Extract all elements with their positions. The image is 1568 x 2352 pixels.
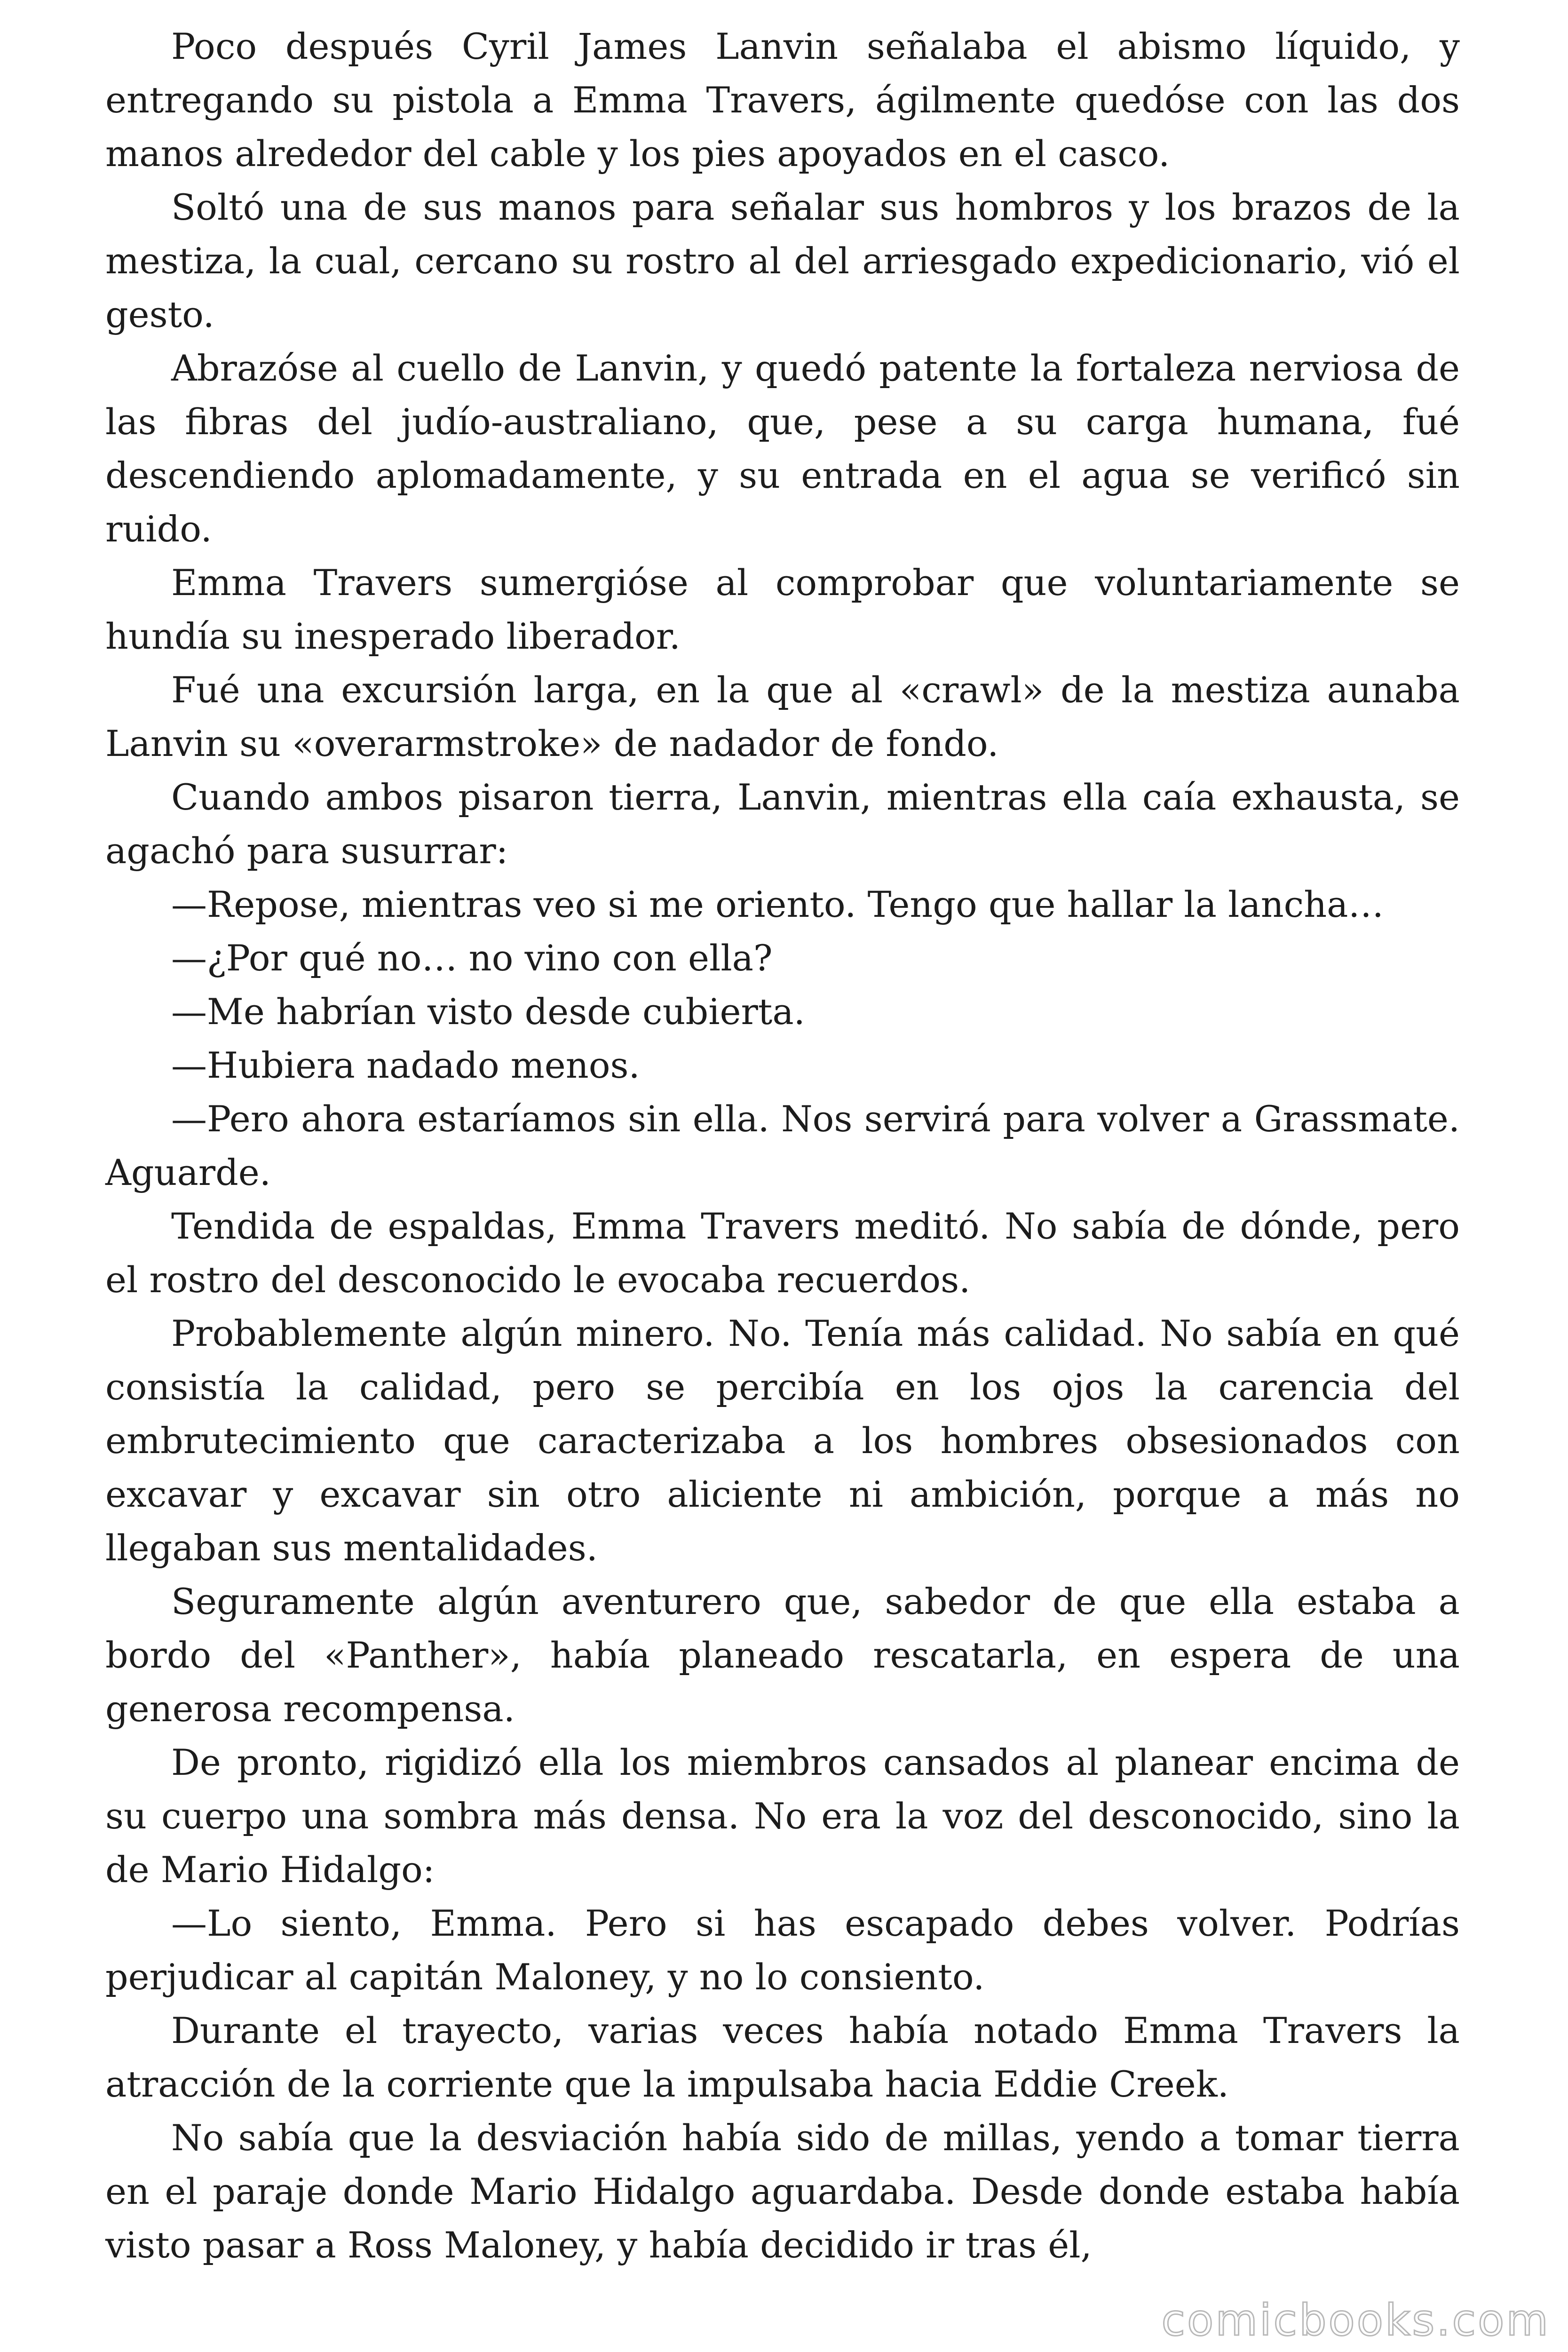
paragraph: Cuando ambos pisaron tierra, Lanvin, mientras ella caía exhausta, se agachó para susurrar:	[105, 776, 1460, 872]
paragraph: Emma Travers sumergióse al comprobar que voluntariamente se hundía su inesperado liberador.	[105, 562, 1460, 657]
book-page-text	[105, 20, 1460, 2272]
dialogue-line: —Hubiera nadado menos.	[171, 1044, 640, 1086]
paragraph: Poco después Cyril James Lanvin señalaba el abismo líquido, y entregando su pistola a Emma Travers, ágilmente quedóse con las dos manos alrededor del cable y los pies apoyados en el casco.	[105, 25, 1460, 175]
paragraph: Fué una excursión larga, en la que al «crawl» de la mestiza aunaba Lanvin su «overarmstroke» de nadador de fondo.	[105, 669, 1460, 764]
paragraph: Durante el trayecto, varias veces había notado Emma Travers la atracción de la corriente que la impulsaba hacia Eddie Creek.	[105, 2010, 1460, 2105]
dialogue-line: —Lo siento, Emma. Pero si has escapado debes volver. Podrías perjudicar al capitán Maloney, y no lo consiento.	[105, 1902, 1460, 1998]
paragraph: Seguramente algún aventurero que, sabedor de que ella estaba a bordo del «Panther», había planeado rescatarla, en espera de una generosa recompensa.	[105, 1581, 1460, 1730]
paragraph: No sabía que la desviación había sido de millas, yendo a tomar tierra en el paraje donde Mario Hidalgo aguardaba. Desde donde estaba había visto pasar a Ross Maloney, y había decidido ir tras él,	[105, 2117, 1460, 2266]
dialogue-line: —Pero ahora estaríamos sin ella. Nos servirá para volver a Grassmate. Aguarde.	[105, 1098, 1460, 1193]
watermark-logo: comicbooks.com	[1161, 2295, 1550, 2345]
dialogue-line: —Me habrían visto desde cubierta.	[171, 991, 805, 1033]
paragraph: Abrazóse al cuello de Lanvin, y quedó patente la fortaleza nerviosa de las fibras del judío-australiano, que, pese a su carga humana, fué descendiendo aplomadamente, y su entrada en el agua se verificó sin ruido.	[105, 347, 1460, 550]
paragraph: Tendida de espaldas, Emma Travers meditó. No sabía de dónde, pero el rostro del desconocido le evocaba recuerdos.	[105, 1205, 1460, 1301]
paragraph: Soltó una de sus manos para señalar sus hombros y los brazos de la mestiza, la cual, cercano su rostro al del arriesgado expedicionario, vió el gesto.	[105, 186, 1460, 335]
dialogue-line: —Repose, mientras veo si me oriento. Tengo que hallar la lancha…	[171, 883, 1384, 925]
paragraph: De pronto, rigidizó ella los miembros cansados al planear encima de su cuerpo una sombra más densa. No era la voz del desconocido, sino la de Mario Hidalgo:	[105, 1741, 1460, 1891]
paragraph: Probablemente algún minero. No. Tenía más calidad. No sabía en qué consistía la calidad, pero se percibía en los ojos la carencia del embrutecimiento que caracterizaba a los hombres obsesionados con excavar y excavar sin otro aliciente ni ambición, porque a más no llegaban sus mentalidades.	[105, 1312, 1460, 1569]
dialogue-line: —¿Por qué no… no vino con ella?	[171, 937, 773, 979]
